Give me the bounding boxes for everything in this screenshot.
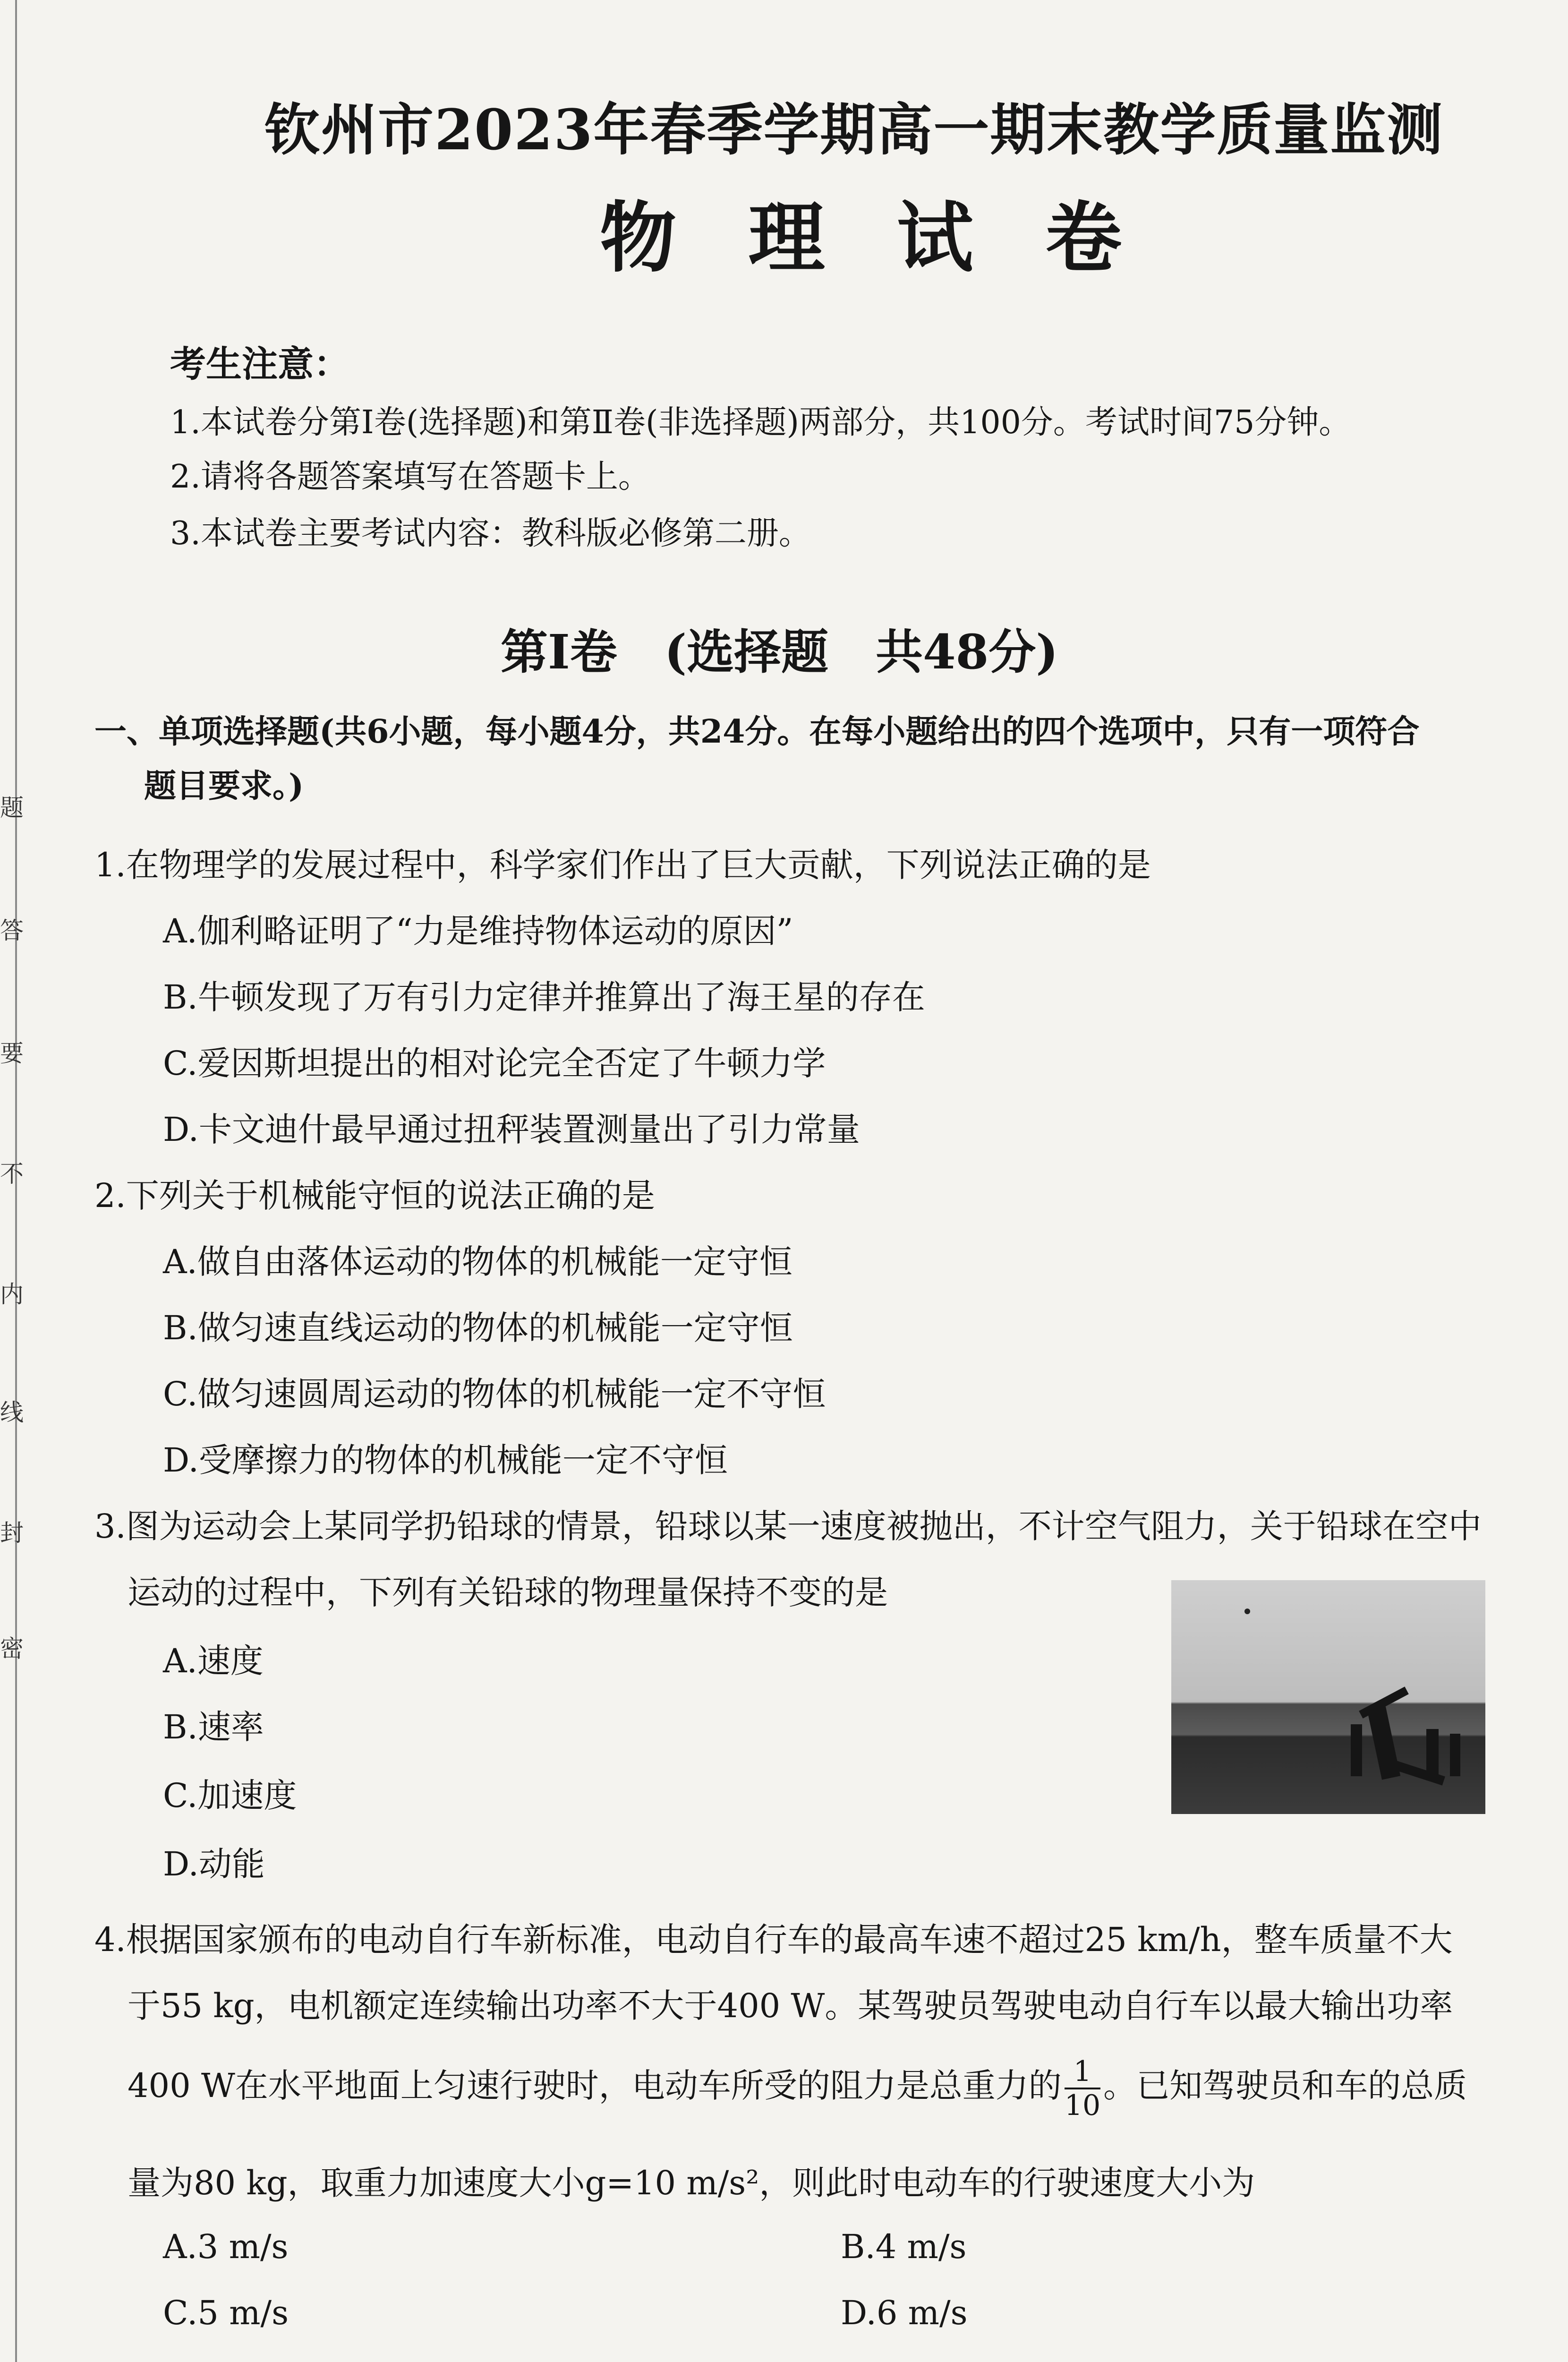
question-4-option-a: A.3 m/s	[163, 2227, 289, 2266]
question-4-stem-line1: 4.根据国家颁布的电动自行车新标准，电动自行车的最高车速不超过25 km/h，整车质量不大	[94, 1920, 1453, 1959]
question-4-stem-line4: 量为80 kg，取重力加速度大小g=10 m/s²，则此时电动车的行驶速度大小为	[128, 2164, 1255, 2202]
question-3-stem-cont: 运动的过程中，下列有关铅球的物理量保持不变的是	[128, 1573, 888, 1612]
question-1-option-b: B.牛顿发现了万有引力定律并推算出了海王星的存在	[163, 978, 925, 1017]
margin-char: 内	[0, 1281, 24, 1308]
spectator-figure	[1351, 1724, 1362, 1776]
part-heading: 一、单项选择题(共6小题，每小题4分，共24分。在每小题给出的四个选项中，只有一项符合	[94, 713, 1420, 751]
fraction-numerator: 1	[1065, 2057, 1100, 2089]
question-2-option-a: A.做自由落体运动的物体的机械能一定守恒	[163, 1242, 793, 1281]
question-4-option-b: B.4 m/s	[841, 2227, 967, 2266]
spectator-figure	[1426, 1729, 1439, 1776]
exam-title: 钦州市2023年春季学期高一期末教学质量监测	[264, 97, 1444, 163]
margin-char: 题	[0, 794, 24, 822]
question-3-option-b: B.速率	[163, 1708, 264, 1746]
question-4-option-d: D.6 m/s	[841, 2294, 968, 2332]
notice-item: 3.本试卷主要考试内容：教科版必修第二册。	[170, 515, 811, 552]
question-2-option-c: C.做匀速圆周运动的物体的机械能一定不守恒	[163, 1375, 826, 1413]
question-3-option-c: C.加速度	[163, 1776, 297, 1815]
question-3-option-a: A.速度	[163, 1642, 264, 1680]
notice-item: 2.请将各题答案填写在答题卡上。	[170, 458, 650, 496]
margin-char: 要	[0, 1040, 24, 1067]
question-2-option-b: B.做匀速直线运动的物体的机械能一定守恒	[163, 1309, 793, 1347]
margin-char: 密	[0, 1635, 24, 1662]
question-4-text: 。已知驾驶员和车的总质	[1103, 2066, 1467, 2105]
question-4-stem-line2: 于55 kg，电机额定连续输出功率不大于400 W。某驾驶员驾驶电动自行车以最大输出功率	[128, 1986, 1453, 2025]
fraction	[1065, 2057, 1100, 2120]
question-1-option-c: C.爱因斯坦提出的相对论完全否定了牛顿力学	[163, 1044, 826, 1083]
exam-subtitle: 物 理 试 卷	[600, 193, 1145, 283]
margin-char: 答	[0, 917, 24, 944]
question-2-option-d: D.受摩擦力的物体的机械能一定不守恒	[163, 1441, 728, 1480]
shot-put-ball	[1244, 1609, 1250, 1614]
margin-char: 线	[0, 1399, 24, 1426]
notice-item: 1.本试卷分第Ⅰ卷(选择题)和第Ⅱ卷(非选择题)两部分，共100分。考试时间75分钟。	[170, 404, 1351, 441]
margin-char: 不	[0, 1160, 24, 1188]
notice-heading: 考生注意：	[170, 343, 349, 385]
section-title: 第Ⅰ卷 (选择题 共48分)	[501, 624, 1058, 680]
question-3-stem: 3.图为运动会上某同学扔铅球的情景，铅球以某一速度被抛出，不计空气阻力，关于铅球在空中	[94, 1507, 1482, 1546]
question-1-stem: 1.在物理学的发展过程中，科学家们作出了巨大贡献，下列说法正确的是	[94, 846, 1151, 884]
question-3-option-d: D.动能	[163, 1845, 265, 1883]
question-4-text: 400 W在水平地面上匀速行驶时，电动车所受的阻力是总重力的	[128, 2066, 1062, 2105]
part-heading-cont: 题目要求。)	[144, 767, 304, 805]
question-4-stem-line3	[128, 2057, 1467, 2120]
spectator-figure	[1450, 1734, 1460, 1776]
fraction-denominator: 10	[1064, 2089, 1101, 2122]
question-4-option-c: C.5 m/s	[163, 2294, 289, 2332]
margin-char: 封	[0, 1519, 24, 1547]
question-2-stem: 2.下列关于机械能守恒的说法正确的是	[94, 1176, 655, 1215]
question-1-option-d: D.卡文迪什最早通过扭秤装置测量出了引力常量	[163, 1110, 860, 1149]
question-1-option-a: A.伽利略证明了“力是维持物体运动的原因”	[163, 912, 793, 950]
shot-put-photo	[1171, 1580, 1485, 1814]
